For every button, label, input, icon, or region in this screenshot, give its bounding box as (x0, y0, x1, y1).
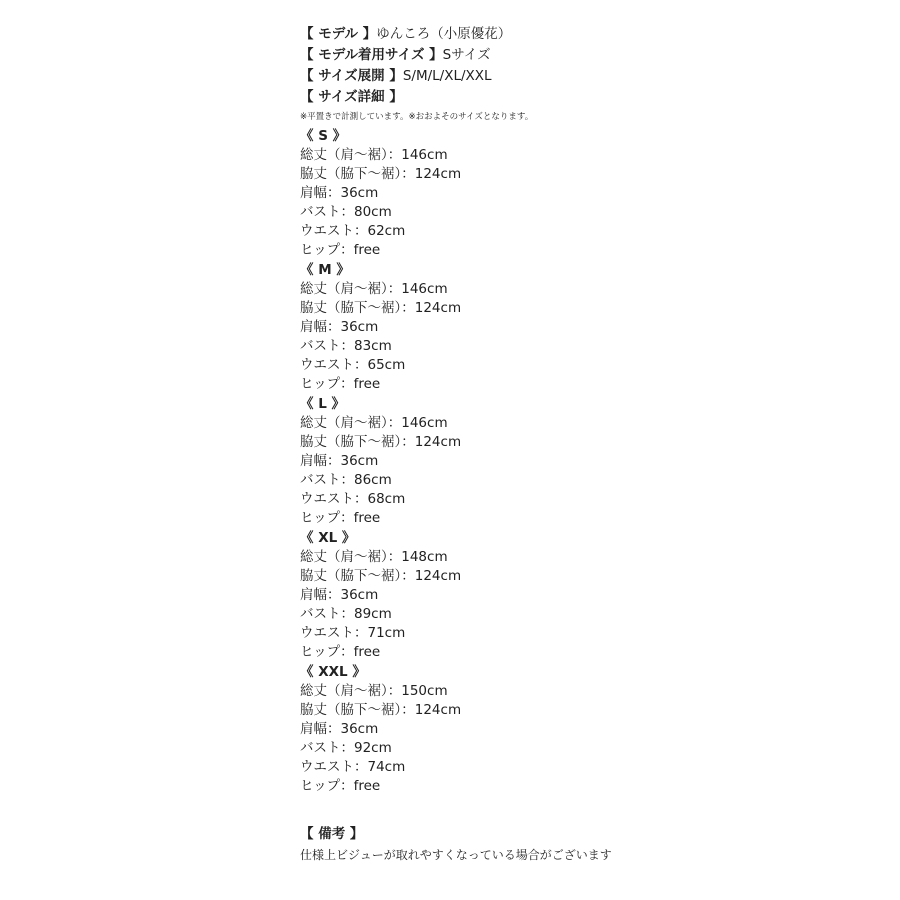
size-range-line (300, 66, 860, 87)
shoulder-width: 肩幅：36cm (300, 319, 379, 335)
model-size-value: Sサイズ (442, 47, 491, 63)
waist: ウエスト：74cm (300, 759, 406, 775)
remarks-title: 【 備考 】 (300, 826, 364, 842)
spacer (300, 796, 860, 823)
size-title: 《 XL 》 (300, 530, 356, 546)
side-length: 脇丈（脇下～裾）：124cm (300, 166, 462, 182)
size-title: 《 XXL 》 (300, 664, 366, 680)
shoulder-width: 肩幅：36cm (300, 721, 379, 737)
total-length: 総丈（肩～裾）：146cm (300, 147, 448, 163)
size-block-m (300, 260, 860, 394)
side-length: 脇丈（脇下～裾）：124cm (300, 300, 462, 316)
hip: ヒップ：free (300, 242, 381, 258)
bust: バスト：86cm (300, 472, 392, 488)
size-detail-line (300, 87, 860, 108)
shoulder-width: 肩幅：36cm (300, 587, 379, 603)
model-size-line (300, 45, 860, 66)
total-length: 総丈（肩～裾）：148cm (300, 549, 448, 565)
size-title: 《 S 》 (300, 128, 347, 144)
size-title: 《 L 》 (300, 396, 346, 412)
hip: ヒップ：free (300, 376, 381, 392)
total-length: 総丈（肩～裾）：146cm (300, 281, 448, 297)
side-length: 脇丈（脇下～裾）：124cm (300, 568, 462, 584)
shoulder-width: 肩幅：36cm (300, 453, 379, 469)
size-block-l (300, 394, 860, 528)
size-block-xl (300, 528, 860, 662)
hip: ヒップ：free (300, 778, 381, 794)
total-length: 総丈（肩～裾）：146cm (300, 415, 448, 431)
total-length: 総丈（肩～裾）：150cm (300, 683, 448, 699)
size-detail-label: 【 サイズ詳細 】 (300, 89, 403, 105)
waist: ウエスト：65cm (300, 357, 406, 373)
size-range-label: 【 サイズ展開 】 (300, 68, 403, 84)
model-label: 【 モデル 】 (300, 26, 377, 42)
shoulder-width: 肩幅：36cm (300, 185, 379, 201)
bust: バスト：89cm (300, 606, 392, 622)
bust: バスト：83cm (300, 338, 392, 354)
model-value: ゆんころ（小原優花） (376, 26, 512, 42)
waist: ウエスト：62cm (300, 223, 406, 239)
model-line (300, 24, 860, 45)
bust: バスト：80cm (300, 204, 392, 220)
size-spec-document (300, 24, 860, 865)
measurement-note: ※平置きで計測しています。※おおよそのサイズとなります。 (300, 112, 534, 122)
side-length: 脇丈（脇下～裾）：124cm (300, 434, 462, 450)
hip: ヒップ：free (300, 510, 381, 526)
size-block-xxl (300, 662, 860, 796)
size-block-s (300, 126, 860, 260)
size-range-value: S/M/L/XL/XXL (402, 68, 492, 84)
waist: ウエスト：71cm (300, 625, 406, 641)
model-size-label: 【 モデル着用サイズ 】 (300, 47, 443, 63)
side-length: 脇丈（脇下～裾）：124cm (300, 702, 462, 718)
bust: バスト：92cm (300, 740, 392, 756)
remarks-text: 仕様上ビジューが取れやすくなっている場合がございます (300, 848, 612, 862)
waist: ウエスト：68cm (300, 491, 406, 507)
size-title: 《 M 》 (300, 262, 350, 278)
hip: ヒップ：free (300, 644, 381, 660)
